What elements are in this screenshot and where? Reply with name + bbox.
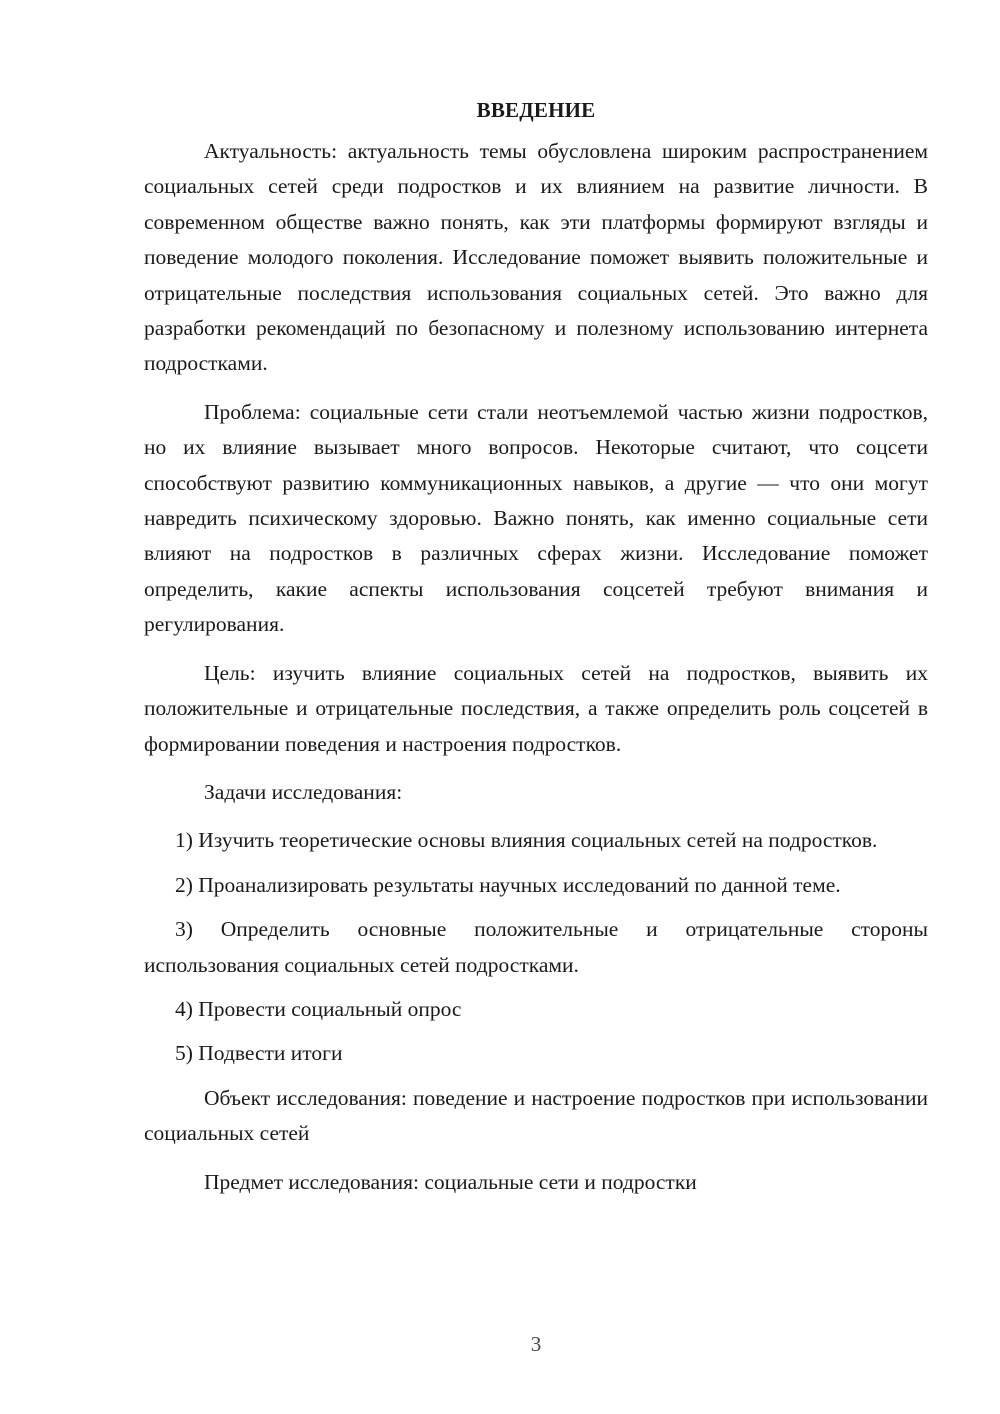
object-paragraph: Объект исследования: поведение и настроение подростков при использовании социальных сетей (144, 1085, 928, 1146)
goal-paragraph: Цель: изучить влияние социальных сетей на подростков, выявить их положительные и отрицательные последствия, а также определить роль соцсетей в формировании поведения и настроения подростков. (144, 660, 928, 756)
task-item-1: 1) Изучить теоретические основы влияния социальных сетей на подростков. (175, 828, 878, 853)
section-heading: ВВЕДЕНИЕ (476, 98, 596, 122)
task-item-5: 5) Подвести итоги (175, 1041, 343, 1066)
task-item-3: 3) Определить основные положительные и отрицательные стороны использования социальных сетей подростками. (144, 917, 928, 977)
page-number: 3 (530, 1332, 542, 1356)
problem-paragraph: Проблема: социальные сети стали неотъемлемой частью жизни подростков, но их влияние вызывает много вопросов. Некоторые считают, что соцсети способствуют развитию коммуникационных навыков, а другие — что они могут навредить психическому здоровью. Важно понять, как именно социальные сети влияют на подростков в различных сферах жизни. Исследование поможет определить, какие аспекты использования соцсетей требуют внимания и регулирования. (144, 399, 928, 637)
tasks-title: Задачи исследования: (204, 779, 403, 804)
task-item-2: 2) Проанализировать результаты научных исследований по данной теме. (175, 872, 841, 897)
relevance-paragraph: Актуальность: актуальность темы обусловлена широким распространением социальных сетей среди подростков и их влиянием на развитие личности. В современном обществе важно понять, как эти платформы формируют взгляды и поведение молодого поколения. Исследование поможет выявить положительные и отрицательные последствия использования социальных сетей. Это важно для разработки рекомендаций по безопасному и полезному использованию интернета подростками. (144, 139, 928, 376)
document-page (144, 92, 928, 1213)
task-item-4: 4) Провести социальный опрос (175, 996, 462, 1021)
subject-paragraph: Предмет исследования: социальные сети и подростки (204, 1169, 697, 1194)
